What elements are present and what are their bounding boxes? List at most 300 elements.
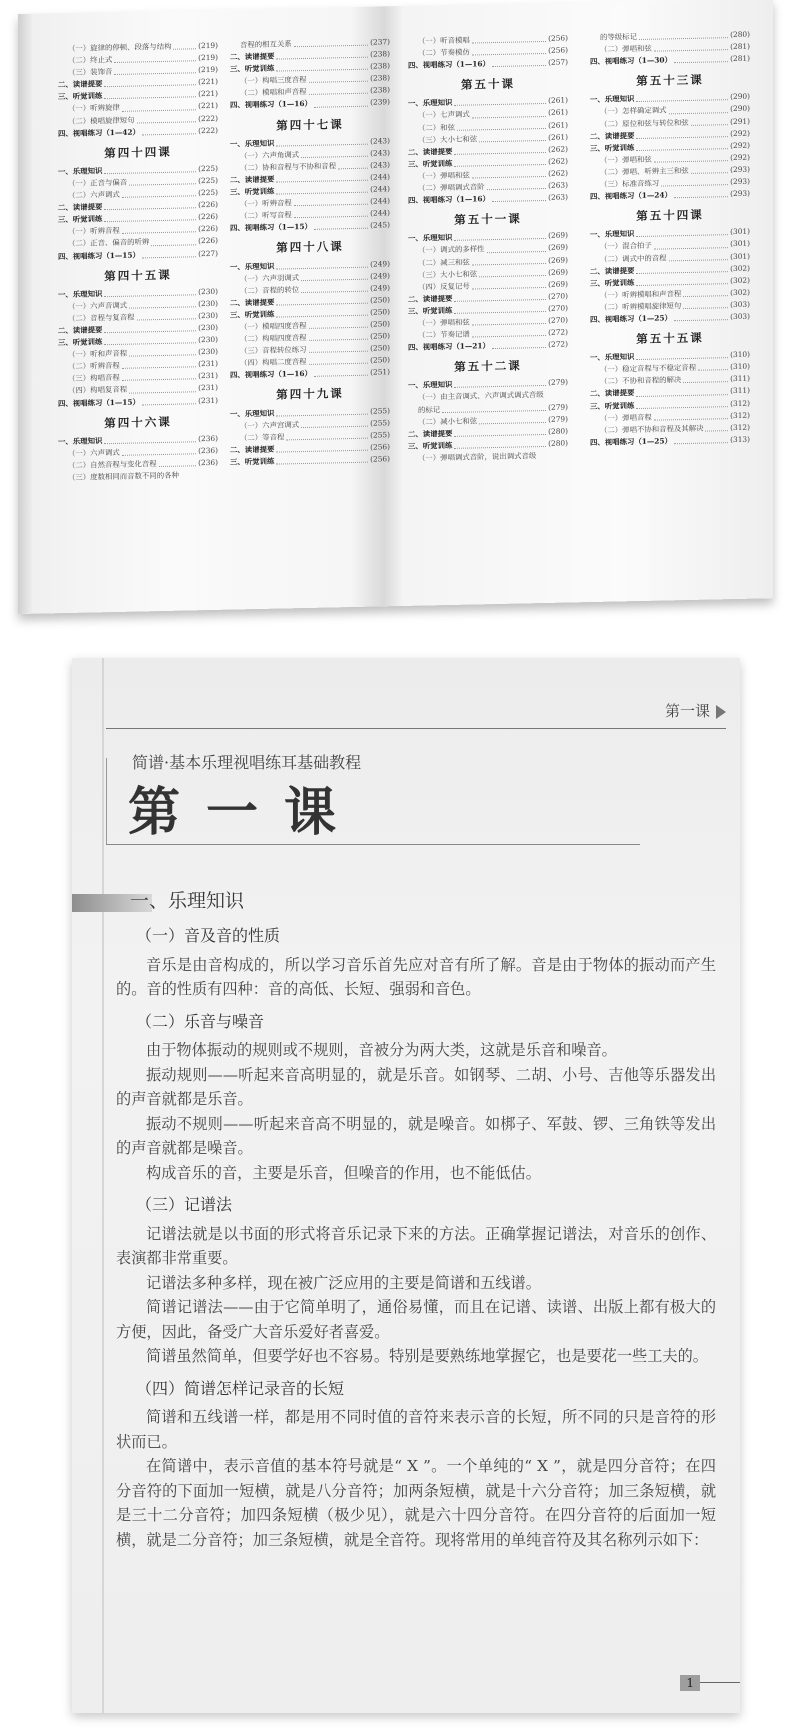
- toc-entry-title: 三、听觉训练: [590, 142, 635, 153]
- toc-entry-title: 四、视唱练习（1—16）: [230, 369, 312, 380]
- toc-leader-dots: [654, 41, 728, 52]
- toc-entry-page: (250): [370, 331, 390, 341]
- toc-leader-dots: [487, 180, 547, 190]
- toc-entry-page: (270): [548, 315, 568, 325]
- toc-entry-title: （一）构唱三度音程: [240, 75, 307, 86]
- toc-leader-dots: [698, 361, 728, 371]
- toc-entry-page: (221): [198, 101, 218, 111]
- toc-entry-title: 一、乐理知识: [58, 435, 103, 446]
- toc-entry-page: (225): [198, 163, 218, 174]
- toc-entry-page: (279): [548, 377, 568, 388]
- toc-leader-dots: [683, 373, 728, 383]
- toc-leader-dots: [683, 287, 728, 297]
- toc-entry-title: 三、听觉训练: [58, 214, 103, 225]
- toc-lesson-heading: 第四十七课: [276, 116, 344, 133]
- toc-leader-dots: [314, 97, 368, 107]
- toc-entry-page: (226): [198, 224, 218, 234]
- toc-entry-title: （三）音程转位练习: [240, 345, 307, 356]
- toc-leader-dots: [151, 236, 196, 246]
- toc-leader-dots: [683, 299, 728, 309]
- toc-entry-page: (244): [370, 172, 390, 182]
- toc-entry-title: 的等级标记: [600, 32, 637, 42]
- toc-entry-title: （二）构唱四度音程: [240, 333, 307, 344]
- toc-entry-page: (226): [198, 212, 218, 222]
- toc-entry-title: 三、听觉训练: [230, 186, 275, 197]
- toc-entry-title: （二）音程的转位: [240, 284, 300, 296]
- toc-leader-dots: [294, 196, 368, 207]
- toc-entry-title: 二、读谱提要: [408, 428, 453, 439]
- toc-entry-title: 四、视唱练习（1—15）: [230, 222, 312, 233]
- toc-entry-title: （一）听音模唱: [418, 35, 470, 46]
- toc-entry-title: 三、听觉训练: [590, 277, 635, 288]
- body-paragraph: 简谱虽然简单，但要学好也不容易。特别是要熟练地掌握它，也是要花一些工夫的。: [146, 1347, 708, 1365]
- toc-entry-title: 三、听觉训练: [408, 158, 453, 169]
- toc-entry-title: 四、视唱练习（1—30）: [590, 55, 672, 67]
- toc-entry-page: (313): [730, 434, 750, 444]
- toc-entry-page: (230): [198, 346, 218, 357]
- toc-entry-page: (261): [548, 120, 568, 130]
- toc-leader-dots: [705, 422, 728, 432]
- toc-entry-title: 二、读谱提要: [408, 146, 453, 157]
- toc-leader-dots: [104, 211, 196, 222]
- toc-entry-title: 一、乐理知识: [230, 408, 275, 419]
- toc-leader-dots: [104, 433, 196, 444]
- toc-leader-dots: [276, 61, 368, 72]
- toc-leader-dots: [472, 254, 546, 265]
- toc-entry-page: (221): [198, 89, 218, 99]
- toc-entry-title: 一、乐理知识: [58, 288, 103, 299]
- toc-entry-page: (310): [730, 349, 750, 360]
- toc-entry-page: (290): [730, 104, 750, 114]
- toc-leader-dots: [137, 113, 197, 123]
- toc-entry-title: （三）标准音练习: [600, 178, 660, 189]
- toc-column-3: [408, 32, 568, 464]
- toc-entry-title: （一）听辨旋律: [68, 103, 120, 114]
- toc-entry: [408, 449, 568, 464]
- toc-leader-dots: [301, 147, 368, 157]
- toc-entry-title: （二）弹唱调式音阶: [418, 182, 485, 193]
- toc-entry-page: (290): [730, 92, 750, 102]
- toc-entry-title: （一）弹唱和弦: [418, 170, 470, 181]
- toc-entry-page: (249): [370, 270, 390, 281]
- toc-entry: [590, 188, 750, 203]
- toc-leader-dots: [479, 132, 546, 142]
- toc-leader-dots: [654, 152, 728, 163]
- body-paragraph: 简谱记谱法——由于它简单明了，通俗易懂，而且在记谱、读谱、出版上都有极大的方便，因此，备受广大音乐爱好者喜爱。: [116, 1298, 716, 1341]
- toc-entry-title: （二）不协和音程的解决: [600, 375, 682, 387]
- subsection-heading: （一）音及音的性质: [136, 926, 281, 945]
- toc-leader-dots: [636, 349, 728, 360]
- toc-entry-title: （一）由主音调式、六声调式调式音级: [418, 390, 544, 403]
- photo-toc-spread: [0, 0, 790, 640]
- toc-entry-page: (238): [370, 85, 390, 95]
- toc-entry-page: (245): [370, 220, 390, 230]
- toc-leader-dots: [454, 95, 546, 106]
- toc-leader-dots: [286, 429, 368, 440]
- toc-entry-page: (263): [548, 192, 568, 203]
- toc-leader-dots: [454, 291, 546, 302]
- toc-leader-dots: [129, 346, 196, 356]
- toc-leader-dots: [276, 172, 368, 183]
- toc-entry-title: （一）旋律的停顿、段落与结构: [68, 41, 172, 53]
- toc-entry: [58, 394, 218, 409]
- toc-entry-page: (269): [548, 254, 568, 265]
- toc-entry-page: (269): [548, 242, 568, 253]
- toc-entry-page: (256): [370, 442, 390, 452]
- toc-leader-dots: [442, 401, 546, 412]
- toc-leader-dots: [472, 45, 546, 56]
- toc-leader-dots: [639, 29, 728, 40]
- toc-leader-dots: [142, 395, 196, 405]
- toc-entry-page: (261): [548, 132, 568, 142]
- toc-leader-dots: [674, 53, 728, 63]
- toc-leader-dots: [454, 303, 546, 314]
- toc-entry-page: (269): [548, 267, 568, 277]
- toc-entry-page: (280): [548, 438, 568, 448]
- toc-leader-dots: [487, 242, 547, 252]
- toc-entry-title: 三、听觉训练: [230, 456, 275, 467]
- toc-entry-title: （一）听和声音程: [68, 348, 128, 360]
- toc-entry-title: 二、读谱提要: [590, 130, 635, 141]
- toc-leader-dots: [338, 160, 368, 170]
- toc-entry-title: （二）原位和弦与转位和弦: [600, 117, 689, 129]
- toc-entry-title: 二、读谱提要: [230, 444, 275, 455]
- toc-leader-dots: [122, 187, 196, 198]
- toc-leader-dots: [276, 135, 368, 146]
- toc-entry-title: （二）弹唱和弦: [600, 43, 652, 54]
- toc-entry-title: （二）听辨音程: [68, 361, 120, 372]
- toc-entry-page: (262): [548, 168, 568, 178]
- toc-entry-title: （三）构唱音程: [68, 373, 120, 384]
- toc-entry: [230, 220, 390, 235]
- toc-entry-page: (255): [370, 417, 390, 428]
- toc-entry-page: (238): [370, 61, 390, 71]
- page-edge-line: [102, 658, 104, 1713]
- toc-entry-title: （二）减小七和弦: [418, 416, 478, 427]
- toc-entry: [590, 53, 750, 68]
- toc-leader-dots: [276, 454, 368, 465]
- toc-leader-dots: [636, 398, 728, 409]
- toc-entry-page: (303): [730, 311, 750, 322]
- toc-leader-dots: [314, 220, 368, 230]
- toc-entry-title: （二）节奏模仿: [418, 47, 470, 58]
- toc-leader-dots: [636, 128, 728, 139]
- toc-leader-dots: [159, 457, 196, 467]
- toc-leader-dots: [309, 343, 369, 353]
- toc-entry-title: （二）正音、偏音的听辨: [68, 237, 150, 249]
- toc-entry-page: (230): [198, 334, 218, 345]
- toc-entry-title: 四、视唱练习（1—25）: [590, 313, 672, 324]
- toc-entry-page: (225): [198, 187, 218, 198]
- toc-leader-dots: [654, 410, 728, 421]
- body-paragraph: 振动规则——听起来音高明显的，就是乐音。如钢琴、二胡、小号、吉他等乐器发出的声音就都是乐音。: [116, 1065, 716, 1108]
- toc-entry-title: 一、乐理知识: [58, 166, 103, 177]
- toc-entry-title: （一）弹唱和弦: [418, 317, 470, 328]
- toc-entry-title: 二、读谱提要: [58, 325, 103, 336]
- toc-entry-title: （二）音程与复音程: [68, 312, 135, 323]
- toc-leader-dots: [454, 438, 546, 449]
- toc-entry: [408, 57, 568, 72]
- toc-leader-dots: [674, 311, 728, 321]
- toc-entry-page: (250): [370, 319, 390, 329]
- toc-entry-page: (219): [198, 40, 218, 51]
- toc-entry-title: 二、读谱提要: [58, 79, 103, 90]
- toc-leader-dots: [669, 104, 729, 114]
- toc-entry-page: (249): [370, 258, 390, 269]
- toc-leader-dots: [454, 156, 546, 167]
- toc-entry-title: （一）六声音调式: [68, 300, 128, 311]
- toc-entry-title: 三、听觉训练: [408, 440, 453, 451]
- toc-leader-dots: [309, 331, 369, 341]
- toc-entry-page: (269): [548, 230, 568, 241]
- toc-leader-dots: [276, 405, 368, 416]
- toc-entry-page: (291): [730, 116, 750, 126]
- toc-entry-page: (281): [730, 41, 750, 52]
- toc-leader-dots: [276, 307, 368, 318]
- toc-leader-dots: [636, 386, 728, 397]
- header-rule: [106, 728, 726, 729]
- toc-leader-dots: [674, 188, 728, 198]
- toc-entry-page: (280): [730, 29, 750, 40]
- toc-entry-page: (302): [730, 275, 750, 285]
- toc-lesson-heading: 第四十八课: [276, 239, 344, 255]
- toc-entry-title: 四、视唱练习（1—16）: [408, 194, 490, 205]
- toc-leader-dots: [142, 248, 196, 258]
- toc-entry-page: (222): [198, 125, 218, 135]
- toc-entry-title: （一）听辨模唱和声音程: [600, 288, 682, 300]
- toc-entry-title: 一、乐理知识: [408, 98, 453, 109]
- toc-entry-title: （二）节奏记谱: [418, 329, 470, 340]
- toc-entry-page: (301): [730, 239, 750, 249]
- toc-entry: [230, 453, 390, 468]
- toc-entry-page: (292): [730, 152, 750, 162]
- toc-leader-dots: [492, 57, 546, 67]
- toc-leader-dots: [129, 175, 196, 185]
- toc-leader-dots: [309, 319, 369, 329]
- toc-entry-page: (262): [548, 144, 568, 154]
- lesson-body: [116, 916, 716, 1552]
- open-book-toc: [18, 0, 773, 614]
- toc-entry-title: 四、视唱练习（1—15）: [58, 396, 140, 408]
- toc-entry-title: 二、读谱提要: [230, 51, 275, 62]
- toc-entry-title: （三）度数相同而音数不同的各种: [68, 470, 179, 482]
- toc-entry-title: （四）反复记号: [418, 281, 470, 292]
- toc-entry-title: 二、读谱提要: [230, 297, 275, 308]
- toc-lesson-heading: 第五十四课: [636, 207, 704, 224]
- body-paragraph: 记谱法就是以书面的形式将音乐记录下来的方法。正确掌握记谱法，对音乐的创作、表演都非常重要。: [116, 1224, 716, 1267]
- toc-entry-title: 四、视唱练习（1—15）: [58, 249, 140, 261]
- toc-entry-page: (222): [198, 113, 218, 123]
- toc-entry-title: （一）混合拍子: [600, 241, 652, 252]
- toc-leader-dots: [294, 208, 368, 219]
- toc-entry-title: 的标记: [418, 404, 441, 415]
- toc-entry-title: 一、乐理知识: [590, 229, 635, 240]
- toc-leader-dots: [114, 52, 196, 63]
- toc-entry-page: (225): [198, 175, 218, 186]
- toc-lesson-heading: 第五十课: [461, 76, 515, 93]
- toc-leader-dots: [454, 144, 546, 155]
- toc-leader-dots: [636, 140, 728, 151]
- toc-leader-dots: [636, 92, 728, 103]
- toc-entry-title: 二、读谱提要: [230, 174, 275, 185]
- toc-lesson-heading: 第五十五课: [636, 330, 704, 347]
- toc-entry-page: (280): [548, 426, 568, 436]
- toc-entry-title: （二）自然音程与变化音程: [68, 459, 157, 470]
- toc-column-1: [58, 40, 218, 484]
- toc-lesson-heading: 第四十五课: [104, 267, 172, 283]
- toc-entry-title: （二）听辨模唱旋律短句: [600, 300, 682, 312]
- toc-entry: [408, 339, 568, 354]
- toc-leader-dots: [276, 184, 368, 195]
- toc-entry-title: （一）六声羽调式: [240, 272, 300, 283]
- toc-entry-page: (293): [730, 176, 750, 187]
- toc-entry-title: 二、读谱提要: [590, 388, 635, 399]
- toc-entry-title: （一）七声调式: [418, 110, 470, 121]
- toc-leader-dots: [691, 116, 728, 126]
- toc-entry-page: (292): [730, 128, 750, 138]
- toc-entry-page: (231): [198, 395, 218, 405]
- toc-leader-dots: [636, 275, 728, 286]
- book-subtitle: 简谱·基本乐理视唱练耳基础教程: [132, 753, 362, 772]
- toc-entry-title: 三、听觉训练: [58, 91, 103, 102]
- toc-entry-page: (310): [730, 361, 750, 372]
- toc-entry-title: （三）大小七和弦: [418, 268, 478, 280]
- toc-entry-page: (244): [370, 208, 390, 218]
- toc-leader-dots: [104, 89, 196, 100]
- toc-leader-dots: [122, 445, 196, 456]
- toc-entry-title: 二、读谱提要: [590, 265, 635, 276]
- toc-leader-dots: [472, 33, 546, 44]
- toc-entry-page: (243): [370, 160, 390, 170]
- subsection-heading: （四）简谱怎样记录音的长短: [136, 1378, 345, 1398]
- toc-entry-title: （二）等音程: [240, 432, 285, 443]
- toc-entry-page: (293): [730, 164, 750, 175]
- toc-entry-page: (230): [198, 286, 218, 296]
- toc-entry-page: (238): [370, 73, 390, 83]
- toc-entry-title: （二）六声调式: [68, 189, 120, 200]
- toc-leader-dots: [104, 77, 196, 88]
- toc-entry-title: （一）怎样确定调式: [600, 105, 667, 117]
- toc-entry-page: (239): [370, 97, 390, 108]
- toc-entry-page: (312): [730, 422, 750, 432]
- toc-entry-title: 二、读谱提要: [58, 202, 103, 213]
- toc-leader-dots: [142, 125, 196, 135]
- body-paragraph: 音乐是由音构成的，所以学习音乐首先应对音有所了解。音是由于物体的振动而产生的。音的性质有四种：音的高低、长短、强弱和音色。: [116, 955, 716, 998]
- toc-entry: [58, 124, 218, 139]
- toc-entry-title: 二、读谱提要: [408, 293, 453, 304]
- toc-entry-page: (255): [370, 429, 390, 440]
- page-number-rule: [700, 1682, 740, 1683]
- toc-leader-dots: [276, 258, 368, 269]
- toc-entry-page: (236): [198, 457, 218, 468]
- toc-entry-title: （一）弹唱和弦: [600, 154, 652, 165]
- lesson-title: 第一课: [128, 783, 363, 843]
- toc-entry-title: 四、视唱练习（1—16）: [408, 59, 490, 71]
- toc-leader-dots: [654, 239, 728, 250]
- toc-entry-page: (281): [730, 53, 750, 64]
- toc-leader-dots: [276, 441, 368, 452]
- toc-leader-dots: [492, 192, 546, 202]
- toc-entry-page: (256): [370, 454, 390, 464]
- toc-entry-title: 一、乐理知识: [408, 233, 453, 244]
- toc-leader-dots: [122, 359, 196, 370]
- photo-lesson-page: [0, 640, 790, 1730]
- subsection-heading: （三）记谱法: [136, 1195, 233, 1214]
- toc-entry-page: (250): [370, 355, 390, 365]
- toc-entry-page: (301): [730, 251, 750, 261]
- toc-leader-dots: [636, 263, 728, 274]
- toc-leader-dots: [122, 101, 196, 112]
- toc-lesson-heading: 第五十三课: [636, 72, 704, 89]
- toc-entry-title: 一、乐理知识: [590, 352, 635, 363]
- running-head: 第一课: [665, 700, 726, 721]
- toc-entry-page: (231): [198, 383, 218, 393]
- toc-entry-page: (279): [548, 402, 568, 412]
- lesson-page: [72, 658, 740, 1713]
- subsection-heading: （二）乐音与噪音: [136, 1011, 265, 1031]
- body-paragraph: 构成音乐的音，主要是乐音，但噪音的作用，也不能低估。: [146, 1163, 541, 1182]
- toc-entry-title: （一）弹唱调式音阶，说出调式音级: [418, 451, 537, 463]
- toc-entry-page: (293): [730, 188, 750, 199]
- toc-leader-dots: [301, 282, 368, 292]
- toc-entry-title: （二）终止式: [68, 55, 113, 66]
- toc-entry-title: （一）六声角调式: [240, 149, 300, 161]
- toc-entry-page: (255): [370, 405, 390, 416]
- toc-lesson-heading: 第四十九课: [276, 386, 344, 403]
- toc-entry-title: 音程的相互关系: [240, 39, 292, 50]
- toc-entry-title: 四、视唱练习（1—21）: [408, 341, 490, 352]
- toc-entry-page: (256): [548, 33, 568, 43]
- toc-leader-dots: [454, 230, 546, 241]
- toc-entry: [230, 97, 390, 112]
- toc-leader-dots: [129, 298, 196, 308]
- toc-leader-dots: [669, 251, 729, 261]
- toc-entry-page: (219): [198, 64, 218, 75]
- toc-entry-title: 四、视唱练习（1—24）: [590, 190, 672, 202]
- title-frame-left: [106, 758, 107, 844]
- toc-entry: [590, 433, 750, 448]
- toc-leader-dots: [309, 85, 369, 95]
- toc-entry-title: 四、视唱练习（1—16）: [230, 99, 312, 111]
- toc-entry-page: (272): [548, 339, 568, 350]
- toc-entry-title: （二）模唱和声音程: [240, 87, 307, 98]
- toc-entry-page: (236): [198, 433, 218, 443]
- toc-entry-page: (226): [198, 236, 218, 246]
- toc-entry-page: (243): [370, 147, 390, 158]
- toc-entry-page: (251): [370, 367, 390, 377]
- toc-entry-title: （三）装饰音: [68, 67, 113, 78]
- toc-leader-dots: [691, 164, 728, 174]
- toc-entry-title: （二）减三和弦: [418, 257, 470, 268]
- toc-entry-page: (270): [548, 303, 568, 313]
- toc-entry-title: 一、乐理知识: [230, 138, 275, 149]
- toc-entry-page: (219): [198, 52, 218, 63]
- toc-entry-title: 一、乐理知识: [230, 261, 275, 272]
- toc-leader-dots: [472, 168, 546, 179]
- toc-entry-title: 四、视唱练习（1—25）: [590, 436, 672, 447]
- toc-entry-title: （二）和弦: [418, 122, 455, 133]
- toc-entry: [408, 192, 568, 207]
- toc-entry-page: (243): [370, 135, 390, 146]
- toc-entry-page: (303): [730, 299, 750, 309]
- toc-leader-dots: [472, 327, 546, 338]
- toc-entry-page: (221): [198, 77, 218, 87]
- toc-leader-dots: [301, 417, 368, 427]
- toc-entry-page: (231): [198, 371, 218, 381]
- toc-entry-title: （二）弹唱、听辨主三和弦: [600, 165, 689, 177]
- toc-entry-page: (256): [548, 45, 568, 55]
- toc-leader-dots: [314, 367, 368, 377]
